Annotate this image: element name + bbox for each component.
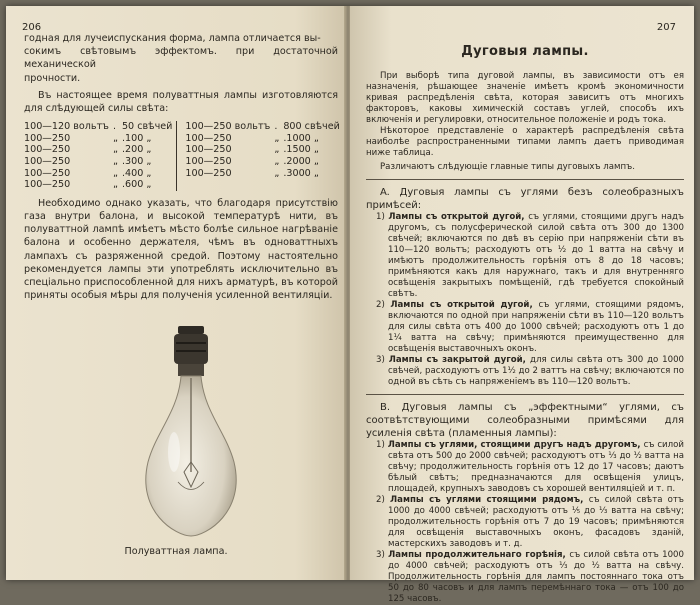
table-right-value <box>283 179 344 191</box>
table-right-range <box>177 179 274 191</box>
list-item <box>366 495 684 550</box>
list-item <box>366 300 684 355</box>
table-left-range: 100—250 <box>24 167 71 179</box>
table-right-range: 100—250 <box>177 144 274 156</box>
page-number-right: 207 <box>656 22 676 33</box>
intro-paragraph-3: Различаютъ слѣдующіе главные типы дуговыхъ лампъ. <box>380 162 635 172</box>
section-divider <box>366 394 684 395</box>
left-page <box>6 6 346 580</box>
item-number: 1) <box>376 212 389 222</box>
book-spread <box>6 6 694 604</box>
table-right-mark: „ <box>274 144 280 156</box>
item-text: съ силой свѣта отъ 500 до 2000 свѣчей; расходуютъ отъ ⅓ до ½ ватта на свѣчу; продолжительность горѣнія отъ 12 до 17 часовъ; даютъ бѣлый свѣтъ; предназначаются для освѣщенія улицъ, площадей, крупныхъ заводовъ съ хорошей вентиляціей и т. п. <box>388 440 684 494</box>
intro-paragraph-2: Нѣкоторое представленіе о характерѣ распредѣленія свѣта наиболѣе распространенными типами лампъ даетъ приводимая ниже таблица. <box>366 126 684 158</box>
table-left-range: 100—250 <box>24 179 71 191</box>
intro-paragraph: При выборѣ типа дуговой лампы, въ зависимости отъ ея назначенія, рѣшающее значеніе имѣетъ кромѣ экономичности кривая распредѣленія свѣта, которая зависитъ отъ многихъ факторовъ, каковы химическій составъ углей, способъ ихъ включенія и регулировки, относительное положеніе и родъ тока. <box>366 71 684 125</box>
table-right-value: .3000 „ <box>283 167 319 179</box>
table-row <box>24 133 344 145</box>
table-right-range: 100—250 <box>177 156 274 168</box>
table-right-value: .1500 „ <box>283 144 319 156</box>
section-divider <box>366 179 684 180</box>
item-number: 3) <box>376 550 389 560</box>
table-left-mark: „ <box>112 167 118 179</box>
table-left-range: 100—250 <box>24 156 71 167</box>
table-left-value: .600 „ <box>121 179 152 191</box>
table-left-value: 50 свѣчей <box>121 121 173 133</box>
table-right-value: .2000 „ <box>283 156 319 167</box>
table-left-value: .300 „ <box>121 156 152 167</box>
list-item <box>366 355 684 388</box>
list-item <box>366 440 684 495</box>
item-number: 1) <box>376 440 388 450</box>
table-right-mark: „ <box>274 132 280 144</box>
table-right-value: .1000 „ <box>283 132 319 144</box>
item-text: для силы свѣта отъ 300 до 1000 свѣчей, расходуютъ отъ 1½ до 2 ваттъ на свѣчу; включаются по одной въ сѣть съ напряженіемъ въ 110—120 вольтъ. <box>388 355 684 387</box>
table-left-value: .200 „ <box>121 144 152 156</box>
list-item <box>366 212 684 300</box>
section-b-heading: B. Дуговыя лампы съ „эффектными“ углями, съ соотвѣтствующими солеобразными примѣсями для усиленія свѣта (пламенныя лампы): <box>366 402 684 439</box>
table-row <box>24 168 344 180</box>
table-right-mark: . <box>274 121 278 133</box>
page-title: Дуговыя лампы. <box>461 44 589 59</box>
list-item <box>366 550 684 605</box>
section-b-list <box>366 440 684 605</box>
table-left-mark: „ <box>112 132 118 144</box>
item-number: 2) <box>376 495 391 505</box>
item-number: 2) <box>376 300 391 310</box>
table-right-range: 100—250 <box>177 133 274 145</box>
item-heading: Лампы съ углями, стоящими другъ надъ другомъ, <box>387 440 644 450</box>
figure-caption: Полуваттная лампа. <box>124 546 228 557</box>
table-right-mark <box>274 179 283 191</box>
item-text: съ силой свѣта отъ 1000 до 4000 свѣчей; расходуютъ отъ ⅕ до ⅓ ватта на свѣчу; продолжительность горѣнія отъ 7 до 19 часовъ; примѣняются для освѣщенія выставочныхъ оконъ, фасадовъ зданій, мастерскихъ заводовъ и т. д. <box>388 495 684 549</box>
item-text: съ силой свѣта отъ 1000 до 4000 свѣчей; расходуютъ отъ ⅓ до ½ ватта на свѣчу. Продолжительность горѣнія для лампъ постояннаго тока отъ 50 до 80 часовъ и для лампъ перемѣннаго тока — отъ 100 до 125 часовъ. <box>388 550 684 604</box>
right-page <box>350 6 694 604</box>
table-row <box>24 121 344 133</box>
table-left-mark: „ <box>112 144 118 156</box>
page-number-left: 206 <box>22 22 42 33</box>
table-right-value: 800 свѣчей <box>283 121 340 133</box>
intro-line-2: сокимъ свѣтовымъ эффектомъ. при достаточной механической <box>24 46 338 71</box>
table-right-range: 100—250 вольтъ <box>177 121 274 133</box>
item-heading: Лампы съ открытой дугой, <box>388 212 529 222</box>
item-number: 3) <box>376 355 389 365</box>
present-paragraph: Въ настоящее время полуваттныя лампы изготовляются для слѣдующей силы свѣта: <box>24 89 338 115</box>
table-left-value: .400 „ <box>121 167 152 179</box>
table-left-mark: „ <box>112 156 118 167</box>
item-heading: Лампы съ закрытой дугой, <box>388 355 531 365</box>
section-a-heading: A. Дуговыя лампы съ углями безъ солеобразныхъ примѣсей: <box>366 187 684 211</box>
table-left-value: .100 „ <box>121 132 152 144</box>
table-right-mark: „ <box>274 167 280 179</box>
item-text: съ углями, стоящими рядомъ, включаются по одной при напряженіи сѣти въ 110—120 вольтъ для силы свѣта отъ 400 до 1000 свѣчей; расходуютъ отъ 1 до 1¼ ватта на свѣчу; примѣняются преимущественно для освѣщенія выставочныхъ оконъ. <box>388 300 684 354</box>
item-text: съ углями, стоящими другъ надъ другомъ, съ полусферической силой свѣта отъ 300 до 1300 свѣчей; включаются по двѣ въ серію при напряженіи сѣти въ 110—120 вольтъ; расходуютъ отъ ½ до 1 ватта на свѣчу и имѣютъ продолжительность горѣнія отъ 8 до 18 часовъ; примѣняются какъ для наружнаго, такъ и для внутренняго освѣщенія закрытыхъ помѣщеній, гдѣ требуется спокойный свѣтъ. <box>388 212 684 299</box>
table-row <box>24 179 344 191</box>
table-left-mark: . <box>112 121 117 133</box>
table-left-range: 100—250 <box>24 132 71 144</box>
item-heading: Лампы продолжительнаго горѣнія, <box>388 550 570 560</box>
intro-line-3: прочности. <box>24 72 81 84</box>
table-row <box>24 156 344 168</box>
left-page-body <box>24 32 338 302</box>
item-heading: Лампы съ углями стоящими рядомъ, <box>390 495 589 505</box>
half-watt-lamp-illustration <box>126 322 256 540</box>
table-left-mark: „ <box>112 179 118 191</box>
table-left-range: 100—120 вольтъ <box>24 121 109 133</box>
item-heading: Лампы съ открытой дугой, <box>390 300 539 310</box>
table-right-mark: „ <box>274 156 280 167</box>
table-row <box>24 144 344 156</box>
right-page-body <box>366 44 684 605</box>
intro-line-1: годная для лучеиспускания форма, лампа отличается вы- <box>24 33 321 44</box>
table-left-range: 100—250 <box>24 144 71 156</box>
wattage-table <box>24 121 344 191</box>
table-right-range: 100—250 <box>177 168 274 180</box>
body-paragraph: Необходимо однако указать, что благодаря присутствію газа внутри балона, и высокой температурѣ нити, въ полуваттной лампѣ имѣетъ мѣсто болѣе сильное нагрѣваніе балона и особенно держателя, чѣмъ въ одноваттныхъ лампахъ съ разряженной средой. Поэтому настоятельно рекомендуется лампы эти употреблять исключительно въ спеціально приспособленной для нихъ арматурѣ, въ которой приняты особыя мѣры для полученія усиленной вентиляціи. <box>24 197 338 302</box>
section-a-list <box>366 212 684 388</box>
